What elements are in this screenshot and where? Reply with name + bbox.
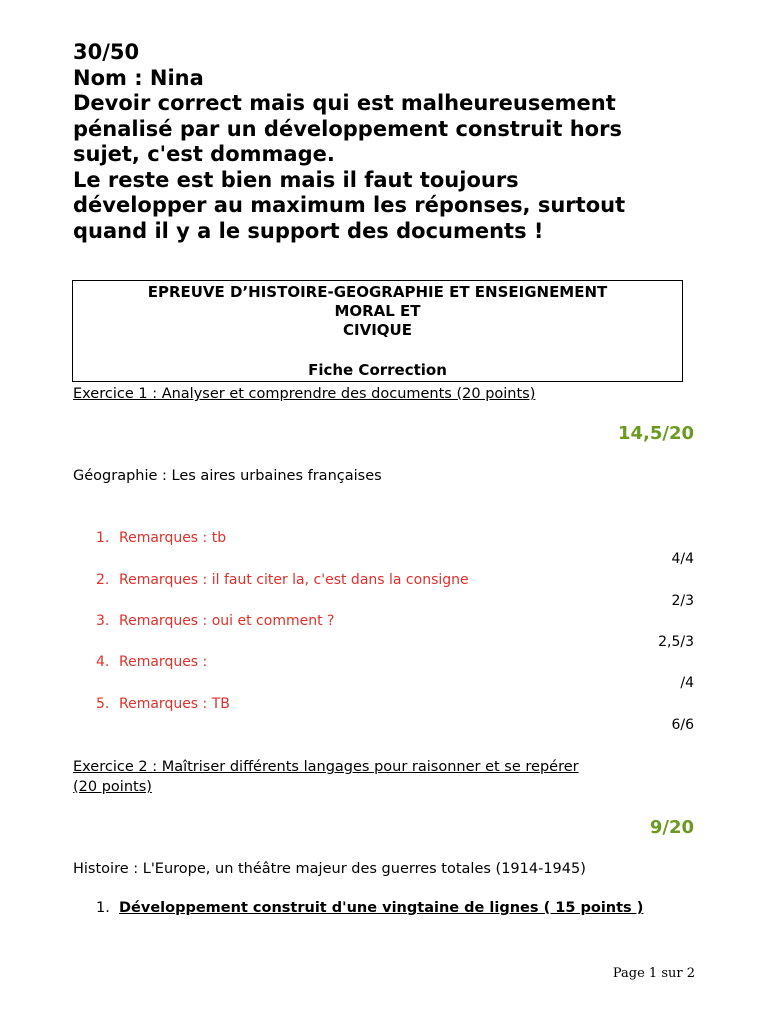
list-item bbox=[96, 530, 226, 546]
item-number: 1. bbox=[96, 900, 110, 916]
item-points: 2,5/3 bbox=[658, 634, 694, 650]
item-text: Développement construit d'une vingtaine de lignes ( 15 points ) bbox=[119, 900, 644, 916]
exercise2-subject: Histoire : L'Europe, un théâtre majeur des guerres totales (1914-1945) bbox=[73, 861, 586, 877]
page-number: Page 1 sur 2 bbox=[612, 966, 695, 981]
exercise2-score: 9/20 bbox=[649, 817, 694, 838]
item-number: 5. bbox=[96, 696, 110, 712]
item-number: 4. bbox=[96, 654, 110, 670]
list-item bbox=[96, 654, 207, 670]
exercise1-heading: Exercice 1 : Analyser et comprendre des documents (20 points) bbox=[73, 386, 536, 402]
item-remark: Remarques : tb bbox=[119, 530, 227, 546]
item-points: 4/4 bbox=[671, 551, 694, 567]
list-item bbox=[96, 613, 334, 629]
exercise1-subject: Géographie : Les aires urbaines françaises bbox=[73, 468, 382, 484]
list-item bbox=[96, 696, 230, 712]
exam-title-box bbox=[72, 280, 683, 382]
item-points: 6/6 bbox=[671, 717, 694, 733]
exercise2-heading bbox=[73, 757, 579, 797]
item-number: 2. bbox=[96, 572, 110, 588]
list-item bbox=[96, 900, 643, 916]
exam-title-line: CIVIQUE bbox=[343, 321, 412, 339]
exercise2-heading-line: Exercice 2 : Maîtriser différents langages pour raisonner et se repérer bbox=[73, 759, 579, 775]
exam-title-line: MORAL ET bbox=[334, 302, 421, 320]
teacher-feedback bbox=[73, 40, 733, 244]
exercise2-heading-line: (20 points) bbox=[73, 779, 152, 795]
item-remark: Remarques : TB bbox=[119, 696, 230, 712]
comment-line: sujet, c'est dommage. bbox=[73, 142, 335, 166]
item-points: /4 bbox=[680, 675, 694, 691]
item-remark: Remarques : bbox=[119, 654, 208, 670]
grade-total: 30/50 bbox=[73, 40, 140, 64]
item-remark: Remarques : oui et comment ? bbox=[119, 613, 335, 629]
fiche-correction-label: Fiche Correction bbox=[308, 361, 447, 379]
exam-title-line: EPREUVE D’HISTOIRE-GEOGRAPHIE ET ENSEIGNEMENT bbox=[147, 283, 608, 301]
student-name: Nom : Nina bbox=[73, 65, 204, 90]
item-number: 1. bbox=[96, 530, 110, 546]
item-points: 2/3 bbox=[671, 593, 694, 609]
comment-line: pénalisé par un développement construit hors bbox=[73, 116, 622, 141]
comment-line: Le reste est bien mais il faut toujours bbox=[73, 167, 519, 192]
item-remark: Remarques : il faut citer la, c'est dans la consigne bbox=[119, 572, 469, 588]
comment-line: développer au maximum les réponses, surtout bbox=[73, 193, 626, 217]
item-number: 3. bbox=[96, 613, 110, 629]
list-item bbox=[96, 572, 469, 588]
comment-line: quand il y a le support des documents ! bbox=[73, 218, 544, 243]
comment-line: Devoir correct mais qui est malheureusement bbox=[73, 91, 616, 115]
exercise1-score: 14,5/20 bbox=[617, 423, 694, 444]
